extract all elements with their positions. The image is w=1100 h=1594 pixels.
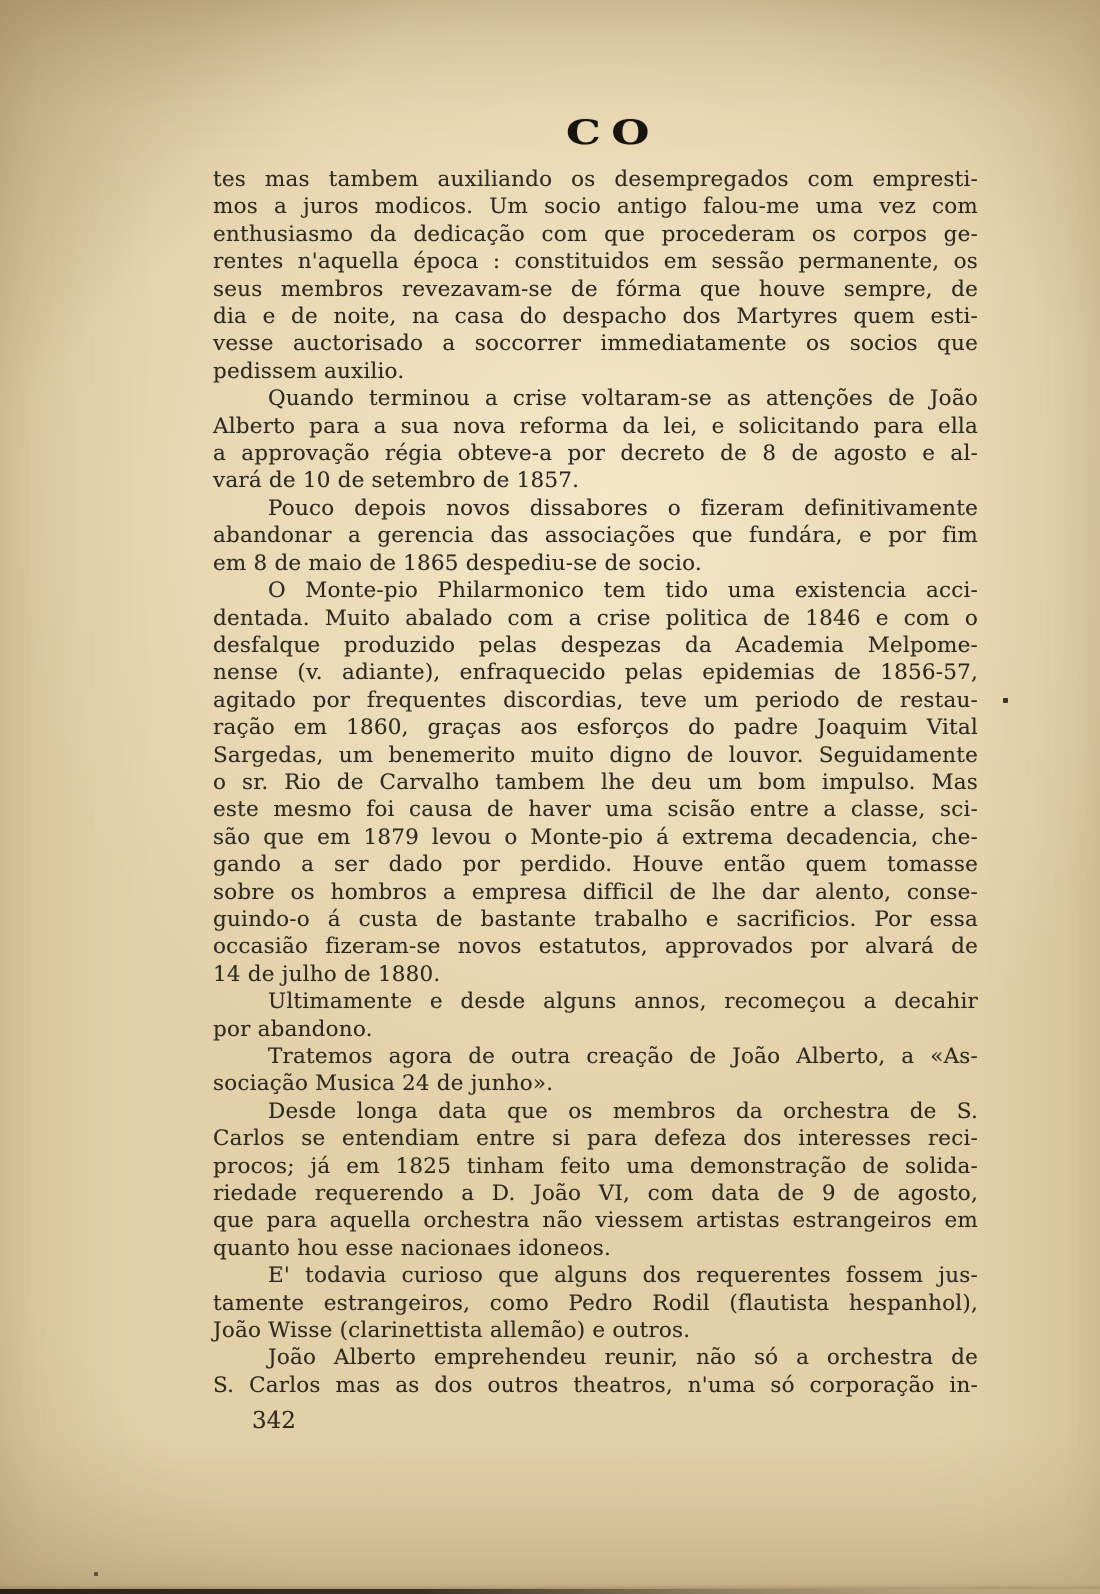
paper-speck: [1003, 698, 1008, 703]
text-line: seus membros revezavam-se de fórma que houve sempre, de: [213, 276, 978, 302]
text-line: Ultimamente e desde alguns annos, recomeçou a decahir: [268, 989, 978, 1015]
bottom-edge-shadow: [0, 1589, 1100, 1594]
text-line: ração em 1860, graças aos esforços do padre Joaquim Vital: [213, 715, 978, 741]
text-line: sobre os hombros a empresa difficil de lhe dar alento, conse-: [213, 879, 978, 905]
text-line: João Alberto emprehendeu reunir, não só a orchestra de: [268, 1345, 978, 1371]
text-line: Alberto para a sua nova reforma da lei, e solicitando para ella: [213, 413, 978, 439]
text-line: a approvação régia obteve-a por decreto de 8 de agosto e al-: [213, 441, 978, 467]
text-line: tes mas tambem auxiliando os desempregados com empresti-: [213, 167, 978, 192]
text-line: Quando terminou a crise voltaram-se as attenções de João: [268, 386, 978, 412]
text-line: occasião fizeram-se novos estatutos, approvados por alvará de: [213, 934, 978, 960]
text-line: que para aquella orchestra não viessem artistas estrangeiros em: [213, 1208, 978, 1234]
text-line: tamente estrangeiros, como Pedro Rodil (flautista hespanhol),: [213, 1290, 978, 1316]
text-line: o sr. Rio de Carvalho tambem lhe deu um bom impulso. Mas: [213, 769, 978, 795]
text-line: em 8 de maio de 1865 despediu-se de socio.: [213, 550, 702, 576]
page-text-block: [213, 166, 978, 1399]
text-line: guindo-o á custa de bastante trabalho e sacrificios. Por essa: [213, 906, 978, 932]
text-line: vará de 10 de setembro de 1857.: [213, 468, 580, 494]
page-number: 342: [252, 1408, 296, 1434]
text-line: procos; já em 1825 tinham feito uma demonstração de solida-: [213, 1153, 978, 1179]
text-line: E' todavia curioso que alguns dos requerentes fossem jus-: [268, 1263, 978, 1289]
text-line: agitado por frequentes discordias, teve um periodo de restau-: [213, 687, 978, 713]
text-line: dia e de noite, na casa do despacho dos Martyres quem esti-: [213, 304, 978, 330]
text-line: S. Carlos mas as dos outros theatros, n'uma só corporação in-: [213, 1372, 978, 1398]
paper-speck: [94, 1572, 98, 1576]
text-line: por abandono.: [213, 1016, 373, 1042]
text-line: são que em 1879 levou o Monte-pio á extrema decadencia, che-: [213, 824, 978, 850]
text-line: este mesmo foi causa de haver uma scisão entre a classe, sci-: [213, 797, 978, 823]
text-line: O Monte-pio Philarmonico tem tido uma existencia acci-: [268, 578, 978, 604]
text-line: sociação Musica 24 de junho».: [213, 1071, 554, 1097]
text-line: Pouco depois novos dissabores o fizeram definitivamente: [268, 495, 978, 521]
text-line: abandonar a gerencia das associações que fundára, e por fim: [213, 523, 978, 549]
text-line: vesse auctorisado a soccorrer immediatamente os socios que: [213, 331, 978, 357]
text-line: quanto hou esse nacionaes idoneos.: [213, 1235, 612, 1261]
text-line: João Wisse (clarinettista allemão) e outros.: [213, 1318, 691, 1344]
text-line: desfalque produzido pelas despezas da Academia Melpome-: [213, 632, 978, 658]
text-line: 14 de julho de 1880.: [213, 961, 441, 987]
text-line: dentada. Muito abalado com a crise politica de 1846 e com o: [213, 605, 978, 631]
text-line: mos a juros modicos. Um socio antigo falou-me uma vez com: [213, 194, 978, 220]
text-line: Desde longa data que os membros da orchestra de S.: [268, 1098, 978, 1124]
text-line: rentes n'aquella época : constituidos em sessão permanente, os: [213, 249, 978, 275]
text-line: pedissem auxilio.: [213, 358, 405, 384]
text-line: nense (v. adiante), enfraquecido pelas epidemias de 1856-57,: [213, 660, 978, 686]
text-line: Carlos se entendiam entre si para defeza dos interesses reci-: [213, 1126, 978, 1152]
text-line: Tratemos agora de outra creação de João Alberto, a «As-: [268, 1044, 978, 1069]
text-line: Sargedas, um benemerito muito digno de louvor. Seguidamente: [213, 742, 978, 768]
text-line: riedade requerendo a D. João VI, com data de 9 de agosto,: [213, 1181, 978, 1207]
text-line: gando a ser dado por perdido. Houve então quem tomasse: [213, 852, 978, 878]
signature-mark: CO: [566, 112, 661, 153]
text-line: enthusiasmo da dedicação com que procederam os corpos ge-: [213, 221, 978, 247]
